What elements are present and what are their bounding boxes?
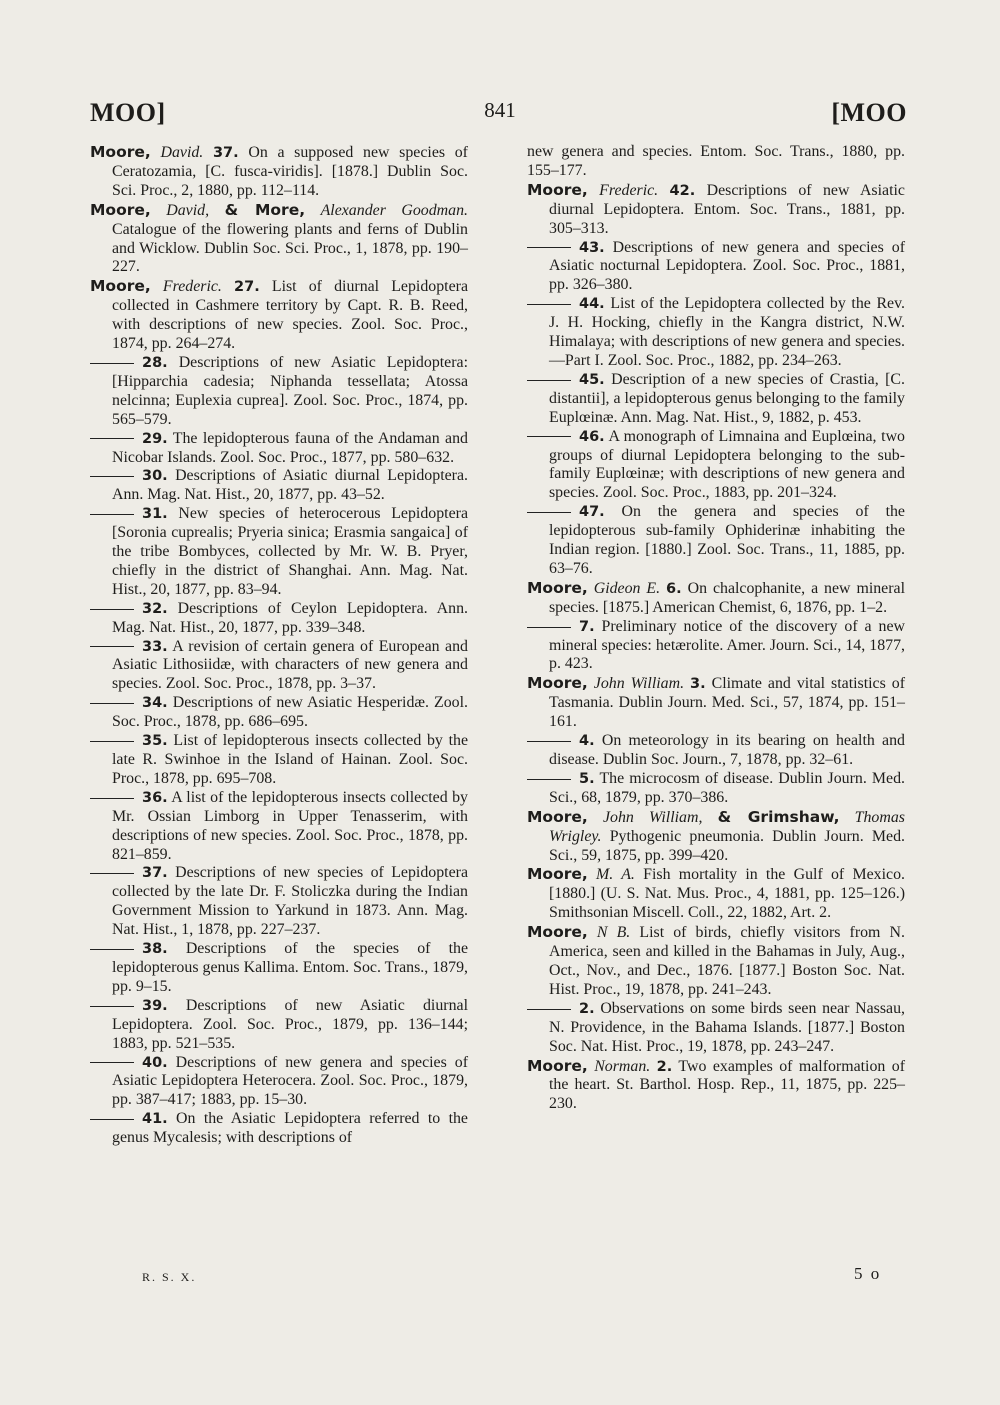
sub-entry [90,600,468,638]
ditto-dash [527,380,571,381]
entry-number: 7. [579,618,595,635]
entry-text: Descriptions of new genera and species of Asiatic Lepidoptera Heterocera. Zool. Soc. Proc., 1879, pp. 387–417; 1883, pp. 15–30. [112,1053,468,1109]
right-column [527,143,905,1114]
sub-entry [90,1110,468,1148]
entry-text: Fish mortality in the Gulf of Mexico. [1880.] (U. S. Nat. Mus. Proc., 4, 1881, pp. 125–126.) Smithsonian Miscell. Coll., 22, 1882, Art. 2. [549,866,905,922]
entry-text: List of birds, chiefly visitors from N. America, seen and killed in the Bahamas in July, Aug., Oct., Nov., and Dec., 1876. [1877.] Boston Soc. Nat. Hist. Proc., 19, 1878, pp. 241–243. [549,924,905,998]
bibliography-entry [527,865,905,923]
entry-number: 6. [666,580,682,597]
ditto-dash [90,363,134,364]
sub-entry [90,354,468,430]
author-name: Moore, [527,923,588,942]
author-given-name: N B. [596,924,631,942]
sub-entry [527,1000,905,1057]
bibliography-entry [527,808,905,866]
entry-number: 2. [579,1000,595,1017]
sub-entry [527,618,905,675]
entry-text: Descriptions of new Asiatic diurnal Lepidoptera. Entom. Soc. Trans., 1881, pp. 305–313. [549,181,905,237]
author-name: Moore, [527,180,588,199]
ditto-dash [90,514,134,515]
entry-text: Descriptions of new species of Lepidoptera collected by the late Dr. F. Stoliczka during the Indian Government Mission to Yarkund in 1873. Ann. Mag. Nat. Hist., 1, 1878, pp. 227–237. [112,864,468,939]
entry-text: The lepidopterous fauna of the Andaman and Nicobar Islands. Zool. Soc. Proc., 1877, pp. 580–632. [112,429,469,466]
entry-text: Description of a new species of Crastia, [C. distantii], a lepidopterous genus belonging to the family Euplœinæ. Ann. Mag. Nat. Hist., 9, 1882, p. 453. [549,370,905,426]
running-head-left: MOO] [90,98,166,127]
running-head-right: [MOO [831,98,907,127]
sheet-number: 5 o [854,1264,882,1283]
entry-number: 35. [142,733,168,750]
author-given-name: David. [160,144,204,161]
sub-entry [527,428,905,504]
entry-number: 30. [142,468,168,485]
sub-entry [90,864,468,940]
ditto-dash [527,247,571,248]
entry-number: 40. [142,1054,168,1071]
entry-number: 36. [142,789,168,806]
entry-number: 43. [579,239,605,256]
entry-text: List of the Lepidoptera collected by the Rev. J. H. Hocking, chiefly in the Kangra district, N.W. Himalaya; with descriptions of new genera and species.—Part I. Zool. Soc. Proc., 1882, pp. 234–263. [549,295,905,369]
ditto-dash [527,779,571,780]
bibliography-entry [527,1057,905,1115]
coauthor-name: & More, [224,200,306,219]
coauthor-given-name: Thomas Wrigley. [549,808,905,845]
author-name: Moore, [90,200,151,219]
author-given-name: M. A. [596,866,635,884]
ditto-dash [90,609,134,610]
sub-entry [90,1054,468,1111]
entry-number: 2. [656,1058,673,1075]
author-name: Moore, [527,807,588,826]
sub-entry [90,694,468,732]
entry-number: 3. [690,676,706,693]
sub-entry [90,505,468,600]
entry-text: On meteorology in its bearing on health and disease. Dublin Soc. Journ., 7, 1878, pp. 32–61. [549,732,905,768]
ditto-dash [527,1009,571,1010]
bibliography-entry [90,277,468,354]
entry-number: 42. [669,182,696,199]
sub-entry [527,770,905,808]
entry-text: The microcosm of disease. Dublin Journ. Med. Sci., 68, 1879, pp. 370–386. [549,769,905,806]
ditto-dash [90,646,134,647]
entry-text: Climate and vital statistics of Tasmania. Dublin Journ. Med. Sci., 57, 1874, pp. 151–161. [549,675,905,731]
sub-entry [527,503,905,579]
sub-entry [527,371,905,428]
entry-text: On a supposed new species of Ceratozamia, [C. fusca-viridis]. [1878.] Dublin Soc. Sci. Proc., 2, 1880, pp. 112–114. [112,144,468,199]
entry-number: 38. [142,941,168,958]
entry-text: List of diurnal Lepidoptera collected in Cashmere territory by Capt. R. B. Reed, with descriptions of new species. Zool. Soc. Proc., 1874, pp. 264–274. [112,278,468,353]
author-given-name: Frederic. [599,181,659,199]
author-name: Moore, [527,578,588,597]
ditto-dash [90,741,134,742]
entry-number: 44. [579,296,605,313]
author-given-name: Norman. [594,1057,651,1075]
entry-text: Observations on some birds seen near Nassau, N. Providence, in the Bahama Islands. [1877.] Boston Soc. Nat. Hist. Proc., 19, 1878, pp. 243–247. [549,999,905,1055]
sub-entry [90,732,468,789]
ditto-dash [527,512,571,513]
entry-text: On the genera and species of the lepidopterous sub-family Ophiderinæ inhabiting the Indian region. [1880.] Zool. Soc. Trans., 11, 1885, pp. 63–76. [549,503,905,577]
entry-text: A list of the lepidopterous insects collected by Mr. Ossian Limborg in Upper Tenasserim, with descriptions of new species. Zool. Soc. Proc., 1878, pp. 821–859. [112,788,468,863]
coauthor-given-name: Alexander Goodman. [320,201,468,219]
entry-text: Descriptions of the species of the lepidopterous genus Kallima. Entom. Soc. Trans., 1879, pp. 9–15. [112,940,468,995]
sub-entry [90,789,468,865]
entry-text: New species of heterocerous Lepidoptera [Soronia cuprealis; Pryeria sinica; Erasmia sangaica] of the tribe Bombyces, collected by Mr. W. B. Pryer, chiefly in the district of Shanghai. Ann. Mag. Nat. Hist., 20, 1877, pp. 83–94. [112,505,468,598]
page-number: 841 [484,98,516,122]
entry-text: A monograph of Limnaina and Euplœina, two groups of diurnal Lepidoptera belonging to the sub-family Euplœinæ; with descriptions of new genera and species. Zool. Soc. Proc., 1883, pp. 201–324. [549,427,905,502]
ditto-dash [90,798,134,799]
signature-mark: R. S. X. [142,1270,197,1284]
entry-number: 29. [142,430,168,447]
entry-text: Two examples of malformation of the heart. St. Barthol. Hosp. Rep., 11, 1875, pp. 225–230. [549,1057,905,1113]
entry-text: Catalogue of the flowering plants and ferns of Dublin and Wicklow. Dublin Soc. Sci. Proc., 1, 1878, pp. 190–227. [112,220,468,276]
entry-text: new genera and species. Entom. Soc. Trans., 1880, pp. 155–177. [527,143,905,179]
entry-number: 31. [142,506,168,523]
entry-continuation [527,143,905,181]
entry-text: Pythogenic pneumonia. Dublin Journ. Med. Sci., 59, 1875, pp. 399–420. [549,827,905,864]
entry-number: 34. [142,695,168,712]
entry-text: On chalcophanite, a new mineral species. [1875.] American Chemist, 6, 1876, pp. 1–2. [549,579,905,616]
entry-number: 39. [142,997,168,1014]
entry-number: 37. [212,145,239,161]
entry-text: Descriptions of Asiatic diurnal Lepidoptera. Ann. Mag. Nat. Hist., 20, 1877, pp. 43–52. [112,467,468,504]
entry-number: 28. [142,354,168,371]
sub-entry [90,940,468,997]
sub-entry [527,732,905,770]
bibliography-entry [527,181,905,239]
entry-number: 27. [234,279,260,296]
entry-text: Descriptions of new Asiatic Lepidoptera: [Hipparchia cadesia; Niphanda tessellata; Atossa nelcinna; Euplexia cuprea]. Zool. Soc. Proc., 1874, pp. 565–579. [112,353,468,428]
bibliography-entry [90,201,468,278]
author-given-name: John William, [602,808,703,826]
ditto-dash [90,1006,134,1007]
ditto-dash [90,949,134,950]
sub-entry [90,997,468,1054]
ditto-dash [90,873,134,874]
entry-text: Descriptions of new Asiatic diurnal Lepidoptera. Zool. Soc. Proc., 1879, pp. 136–144; 1883, pp. 521–535. [112,996,468,1052]
entry-number: 4. [579,733,595,750]
ditto-dash [527,741,571,742]
ditto-dash [90,476,134,477]
sub-entry [527,239,905,296]
author-given-name: David, [166,201,210,219]
ditto-dash [90,703,134,704]
ditto-dash [527,304,571,305]
entry-text: A revision of certain genera of European and Asiatic Lithosiidæ, with characters of new genera and species. Zool. Soc. Proc., 1878, pp. 3–37. [112,637,468,693]
ditto-dash [527,436,571,437]
bibliography-entry [527,674,905,732]
entry-text: Descriptions of new Asiatic Hesperidæ. Zool. Soc. Proc., 1878, pp. 686–695. [112,694,468,731]
author-given-name: Gideon E. [593,579,661,597]
entry-number: 45. [579,371,605,388]
coauthor-name: & Grimshaw, [717,807,840,826]
entry-text: List of lepidopterous insects collected by the late R. Swinhoe in the Island of Hainan. Zool. Soc. Proc., 1878, pp. 695–708. [112,732,468,787]
left-column [90,143,468,1148]
entry-number: 33. [142,638,168,655]
ditto-dash [90,1062,134,1063]
entry-number: 47. [579,504,605,521]
ditto-dash [90,1119,134,1120]
entry-number: 37. [142,865,168,882]
entry-number: 41. [142,1111,168,1128]
sub-entry [90,430,468,468]
sub-entry [90,638,468,695]
author-name: Moore, [527,1056,588,1075]
entry-number: 5. [579,770,595,787]
bibliography-entry [527,923,905,1000]
ditto-dash [90,438,134,439]
bibliography-entry [527,579,905,618]
entry-text: Descriptions of new genera and species of Asiatic nocturnal Lepidoptera. Zool. Soc. Proc., 1881, pp. 326–380. [549,238,905,294]
author-given-name: John William. [593,675,685,693]
author-given-name: Frederic. [162,278,222,296]
sub-entry [527,295,905,371]
author-name: Moore, [527,865,588,884]
entry-text: Descriptions of Ceylon Lepidoptera. Ann. Mag. Nat. Hist., 20, 1877, pp. 339–348. [112,599,468,636]
entry-text: Preliminary notice of the discovery of a new mineral species: hetærolite. Amer. Journ. Sci., 14, 1877, p. 423. [549,617,905,673]
sub-entry [90,467,468,505]
entry-number: 32. [142,600,168,617]
ditto-dash [527,627,571,628]
author-name: Moore, [527,674,588,693]
bibliography-entry [90,143,468,201]
author-name: Moore, [90,277,151,296]
entry-text: On the Asiatic Lepidoptera referred to the genus Mycalesis; with descriptions of [112,1110,468,1147]
entry-number: 46. [579,428,605,445]
author-name: Moore, [90,143,151,161]
